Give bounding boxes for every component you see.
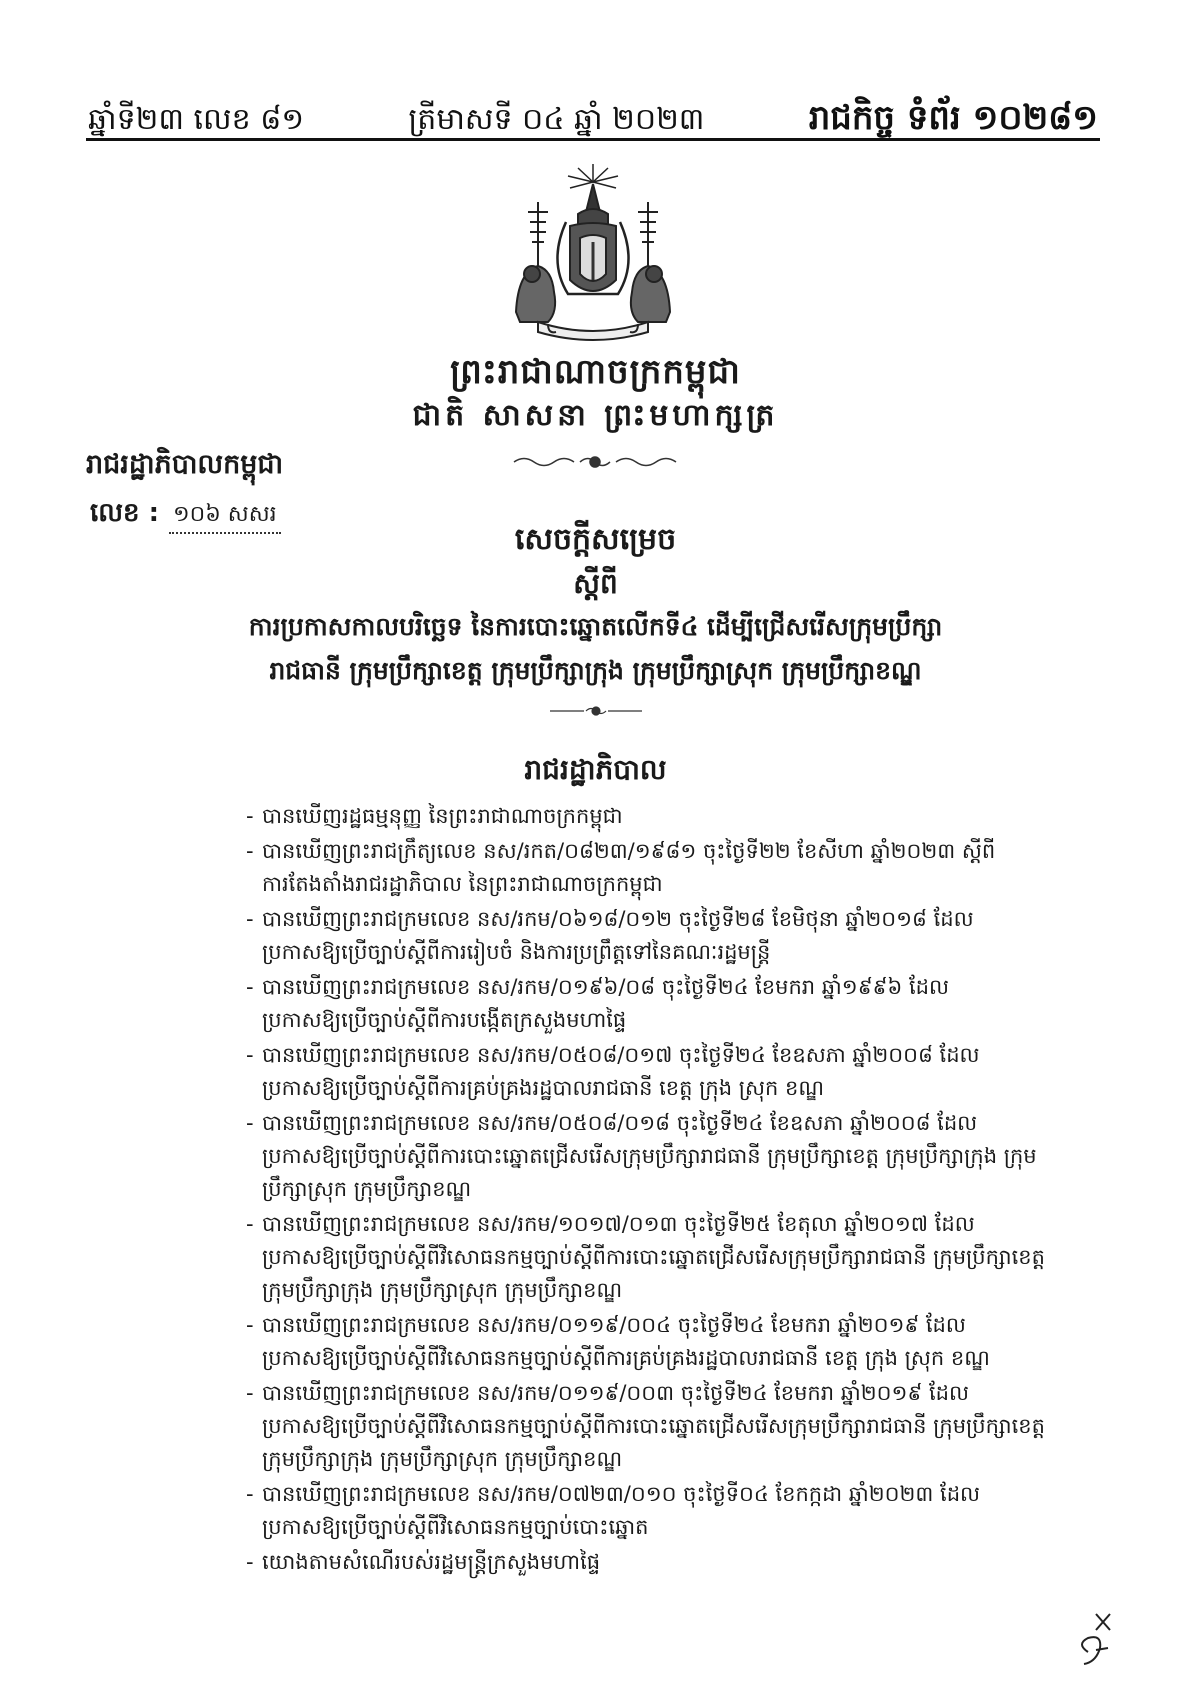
list-item-text: បានឃើញព្រះរាជក្រមលេខ នស/រកម/១០១៧/០១៣ ចុះថ្ងៃទី២៥ ខែតុលា ឆ្នាំ២០១៧ ដែល	[262, 1212, 975, 1236]
subject-line-2: រាជធានី ក្រុមប្រឹក្សាខេត្ត ក្រុមប្រឹក្សាក្រុង ក្រុមប្រឹក្សាស្រុក ក្រុមប្រឹក្សាខណ្ឌ	[269, 656, 922, 685]
list-item-continuation: ប្រកាសឱ្យប្រើច្បាប់ស្តីពីការបោះឆ្នោតជ្រើសរើសក្រុមប្រឹក្សារាជធានី ក្រុមប្រឹក្សាខេត្ត ក្រុមប្រឹក្សាក្រុង ក្រុមប្រឹក្សាស្រុក ក្រុមប្រឹក្សាខណ្ឌ	[262, 1144, 1037, 1201]
list-item-text: បានឃើញរដ្ឋធម្មនុញ្ញ នៃព្រះរាជាណាចក្រកម្ពុជា	[262, 804, 623, 828]
considerations-list	[246, 800, 1076, 1581]
list-item-continuation: ប្រកាសឱ្យប្រើច្បាប់ស្តីពីវិសោធនកម្មច្បាប់បោះឆ្នោត	[262, 1515, 649, 1539]
handwritten-initial-icon	[1066, 1608, 1126, 1672]
list-item-text: បានឃើញព្រះរាជក្រមលេខ នស/រកម/០១១៩/០០៤ ចុះថ្ងៃទី២៤ ខែមករា ឆ្នាំ២០១៩ ដែល	[262, 1313, 966, 1337]
list-item: - បានឃើញព្រះរាជក្រឹត្យលេខ នស/រកត/០៨២៣/១៩៨១ ចុះថ្ងៃទី២២ ខែសីហា ឆ្នាំ២០២៣ ស្តីពី ការតែងតាំងរាជរដ្ឋាភិបាល នៃព្រះរាជាណាចក្រកម្ពុជា	[246, 835, 1076, 901]
gazette-issue: ឆ្នាំទី២៣ លេខ ៨១	[88, 102, 305, 137]
ornament-divider-icon	[510, 453, 680, 471]
list-item-text: បានឃើញព្រះរាជក្រមលេខ នស/រកម/០៥០៨/០១៨ ចុះថ្ងៃទី២៤ ខែឧសភា ឆ្នាំ២០០៨ ដែល	[262, 1111, 978, 1135]
list-item-continuation: ប្រកាសឱ្យប្រើច្បាប់ស្តីពីការបង្កើតក្រសួងមហាផ្ទៃ	[262, 1008, 627, 1032]
list-item-continuation: ប្រកាសឱ្យប្រើច្បាប់ស្តីពីវិសោធនកម្មច្បាប់ស្តីពីការគ្រប់គ្រងរដ្ឋបាលរាជធានី ខេត្ត ក្រុង ស្រុក ខណ្ឌ	[262, 1346, 990, 1370]
list-item-continuation: ប្រកាសឱ្យប្រើច្បាប់ស្តីពីការគ្រប់គ្រងរដ្ឋបាលរាជធានី ខេត្ត ក្រុង ស្រុក ខណ្ឌ	[262, 1076, 824, 1100]
list-item-text: បានឃើញព្រះរាជក្រមលេខ នស/រកម/០៥០៨/០១៧ ចុះថ្ងៃទី២៤ ខែឧសភា ឆ្នាំ២០០៨ ដែល	[262, 1043, 980, 1067]
list-item: - បានឃើញព្រះរាជក្រមលេខ នស/រកម/០១៩៦/០៨ ចុះថ្ងៃទី២៤ ខែមករា ឆ្នាំ១៩៩៦ ដែល ប្រកាសឱ្យប្រើច្បាប់ស្តីពីការបង្កើតក្រសួងមហាផ្ទៃ	[246, 971, 1076, 1037]
list-item: - បានឃើញព្រះរាជក្រមលេខ នស/រកម/០១១៩/០០៣ ចុះថ្ងៃទី២៤ ខែមករា ឆ្នាំ២០១៩ ដែល ប្រកាសឱ្យប្រើច្បាប់ស្តីពីវិសោធនកម្មច្បាប់ស្តីពីការបោះឆ្នោតជ្រើសរើសក្រុមប្រឹក្សារាជធានី ក្រុមប្រឹក្សាខេត្ត ក្រុមប្រឹក្សាក្រុង ក្រុមប្រឹក្សាស្រុក ក្រុមប្រឹក្សាខណ្ឌ	[246, 1377, 1076, 1476]
header-divider	[86, 138, 1100, 141]
government-heading: រាជរដ្ឋាភិបាល	[524, 753, 667, 786]
subject-line-1: ការប្រកាសកាលបរិច្ឆេទ នៃការបោះឆ្នោតលើកទី៤ ដើម្បីជ្រើសរើសក្រុមប្រឹក្សា	[248, 612, 943, 641]
kingdom-name: ព្រះរាជាណាចក្រកម្ពុជា	[450, 352, 741, 392]
list-item: - បានឃើញព្រះរាជក្រមលេខ នស/រកម/០៥០៨/០១៨ ចុះថ្ងៃទី២៤ ខែឧសភា ឆ្នាំ២០០៨ ដែល ប្រកាសឱ្យប្រើច្បាប់ស្តីពីការបោះឆ្នោតជ្រើសរើសក្រុមប្រឹក្សារាជធានី ក្រុមប្រឹក្សាខេត្ត ក្រុមប្រឹក្សាក្រុង ក្រុមប្រឹក្សាស្រុក ក្រុមប្រឹក្សាខណ្ឌ	[246, 1107, 1076, 1206]
list-item-text: បានឃើញព្រះរាជក្រមលេខ នស/រកម/០១១៩/០០៣ ចុះថ្ងៃទី២៤ ខែមករា ឆ្នាំ២០១៩ ដែល	[262, 1381, 969, 1405]
list-item: - បានឃើញព្រះរាជក្រមលេខ នស/រកម/០១១៩/០០៤ ចុះថ្ងៃទី២៤ ខែមករា ឆ្នាំ២០១៩ ដែល ប្រកាសឱ្យប្រើច្បាប់ស្តីពីវិសោធនកម្មច្បាប់ស្តីពីការគ្រប់គ្រងរដ្ឋបាលរាជធានី ខេត្ត ក្រុង ស្រុក ខណ្ឌ	[246, 1309, 1076, 1375]
list-item: - បានឃើញព្រះរាជក្រមលេខ នស/រកម/០៧២៣/០១០ ចុះថ្ងៃទី០៤ ខែកក្កដា ឆ្នាំ២០២៣ ដែល ប្រកាសឱ្យប្រើច្បាប់ស្តីពីវិសោធនកម្មច្បាប់បោះឆ្នោត	[246, 1478, 1076, 1544]
list-item-text: បានឃើញព្រះរាជក្រមលេខ នស/រកម/០៦១៨/០១២ ចុះថ្ងៃទី២៨ ខែមិថុនា ឆ្នាំ២០១៨ ដែល	[262, 907, 974, 931]
list-item-continuation: ប្រកាសឱ្យប្រើច្បាប់ស្តីពីវិសោធនកម្មច្បាប់ស្តីពីការបោះឆ្នោតជ្រើសរើសក្រុមប្រឹក្សារាជធានី ក្រុមប្រឹក្សាខេត្ត ក្រុមប្រឹក្សាក្រុង ក្រុមប្រឹក្សាស្រុក ក្រុមប្រឹក្សាខណ្ឌ	[262, 1414, 1045, 1471]
small-ornament-divider-icon	[548, 704, 644, 718]
list-item-continuation: ប្រកាសឱ្យប្រើច្បាប់ស្តីពីការរៀបចំ និងការប្រព្រឹត្តទៅនៃគណៈរដ្ឋមន្ត្រី	[262, 940, 771, 964]
list-item-continuation: ការតែងតាំងរាជរដ្ឋាភិបាល នៃព្រះរាជាណាចក្រកម្ពុជា	[262, 872, 663, 896]
about-label: ស្តីពី	[573, 567, 618, 600]
gazette-date: ត្រីមាសទី ០៤ ឆ្នាំ ២០២៣	[408, 102, 705, 137]
royal-coat-of-arms-icon	[508, 162, 678, 342]
list-item-text: បានឃើញព្រះរាជក្រឹត្យលេខ នស/រកត/០៨២៣/១៩៨១ ចុះថ្ងៃទី២២ ខែសីហា ឆ្នាំ២០២៣ ស្តីពី	[262, 839, 996, 863]
list-item-text: បានឃើញព្រះរាជក្រមលេខ នស/រកម/០៧២៣/០១០ ចុះថ្ងៃទី០៤ ខែកក្កដា ឆ្នាំ២០២៣ ដែល	[262, 1482, 981, 1506]
national-motto: ជាតិ សាសនា ព្រះមហាក្សត្រ	[412, 398, 779, 433]
list-item: - បានឃើញព្រះរាជក្រមលេខ នស/រកម/០៥០៨/០១៧ ចុះថ្ងៃទី២៤ ខែឧសភា ឆ្នាំ២០០៨ ដែល ប្រកាសឱ្យប្រើច្បាប់ស្តីពីការគ្រប់គ្រងរដ្ឋបាលរាជធានី ខេត្ត ក្រុង ស្រុក ខណ្ឌ	[246, 1039, 1076, 1105]
reference-label: លេខ :	[90, 498, 159, 528]
list-item-text: យោងតាមសំណើរបស់រដ្ឋមន្ត្រីក្រសួងមហាផ្ទៃ	[262, 1550, 601, 1574]
reference-value: ១០៦ សសរ	[169, 500, 281, 534]
issuing-authority: រាជរដ្ឋាភិបាលកម្ពុជា	[86, 449, 284, 480]
document-title: សេចក្តីសម្រេច	[514, 522, 677, 557]
list-item-continuation: ប្រកាសឱ្យប្រើច្បាប់ស្តីពីវិសោធនកម្មច្បាប់ស្តីពីការបោះឆ្នោតជ្រើសរើសក្រុមប្រឹក្សារាជធានី ក្រុមប្រឹក្សាខេត្ត ក្រុមប្រឹក្សាក្រុង ក្រុមប្រឹក្សាស្រុក ក្រុមប្រឹក្សាខណ្ឌ	[262, 1245, 1045, 1302]
list-item: - បានឃើញរដ្ឋធម្មនុញ្ញ នៃព្រះរាជាណាចក្រកម្ពុជា	[246, 804, 623, 828]
list-item-text: បានឃើញព្រះរាជក្រមលេខ នស/រកម/០១៩៦/០៨ ចុះថ្ងៃទី២៤ ខែមករា ឆ្នាំ១៩៩៦ ដែល	[262, 975, 949, 999]
list-item: - យោងតាមសំណើរបស់រដ្ឋមន្ត្រីក្រសួងមហាផ្ទៃ	[246, 1550, 601, 1574]
list-item: - បានឃើញព្រះរាជក្រមលេខ នស/រកម/១០១៧/០១៣ ចុះថ្ងៃទី២៥ ខែតុលា ឆ្នាំ២០១៧ ដែល ប្រកាសឱ្យប្រើច្បាប់ស្តីពីវិសោធនកម្មច្បាប់ស្តីពីការបោះឆ្នោតជ្រើសរើសក្រុមប្រឹក្សារាជធានី ក្រុមប្រឹក្សាខេត្ត ក្រុមប្រឹក្សាក្រុង ក្រុមប្រឹក្សាស្រុក ក្រុមប្រឹក្សាខណ្ឌ	[246, 1208, 1076, 1307]
gazette-page-number: រាជកិច្ច ទំព័រ ១០២៨១	[808, 98, 1098, 138]
list-item: - បានឃើញព្រះរាជក្រមលេខ នស/រកម/០៦១៨/០១២ ចុះថ្ងៃទី២៨ ខែមិថុនា ឆ្នាំ២០១៨ ដែល ប្រកាសឱ្យប្រើច្បាប់ស្តីពីការរៀបចំ និងការប្រព្រឹត្តទៅនៃគណៈរដ្ឋមន្ត្រី	[246, 903, 1076, 969]
